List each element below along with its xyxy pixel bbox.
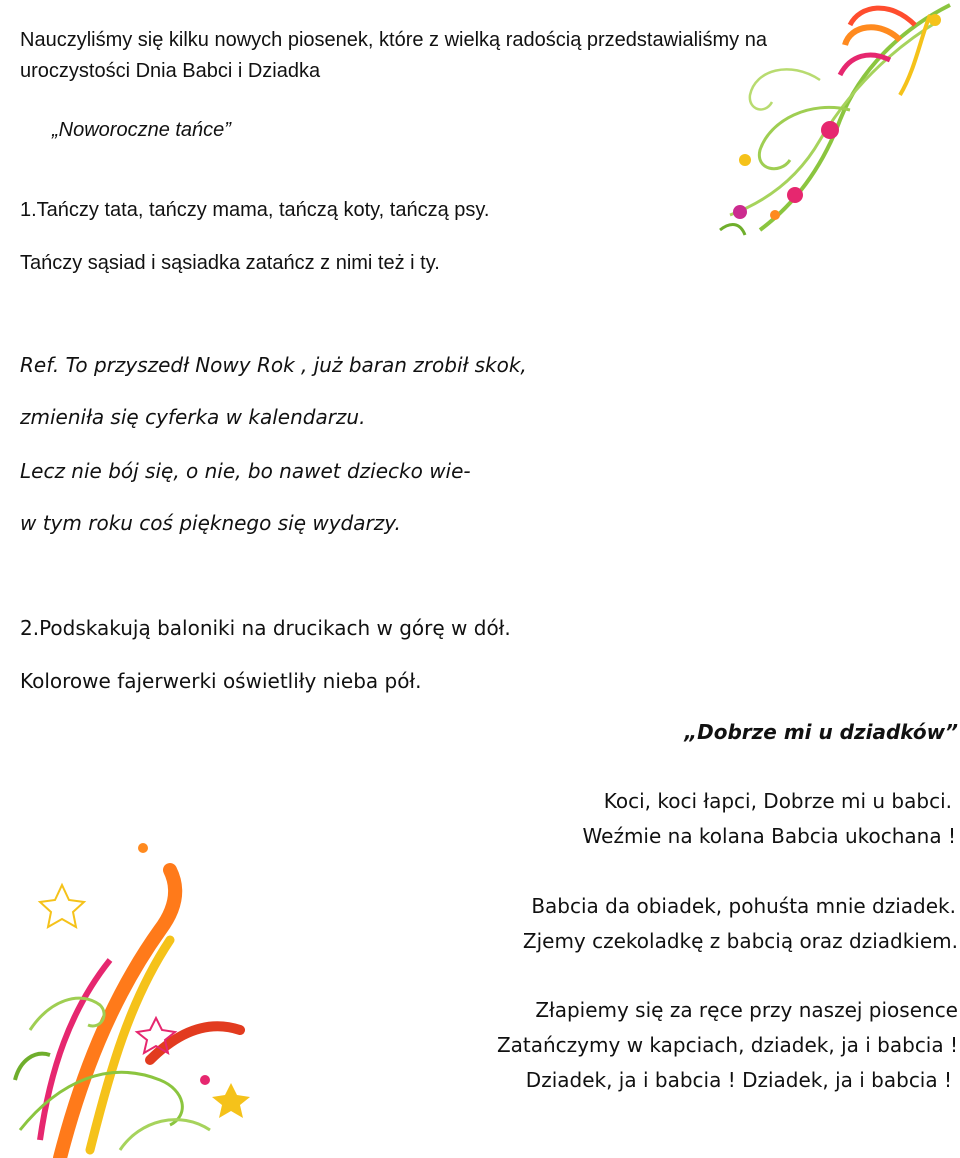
song-2-stanza-1-line-2: Weźmie na kolana Babcia ukochana ! (582, 824, 956, 848)
song-1-verse-1-line-2: Tańczy sąsiad i sąsiadka zatańcz z nimi też i ty. (20, 252, 440, 274)
song-2-stanza-3-line-3: Dziadek, ja i babcia ! Dziadek, ja i babcia ! (525, 1068, 952, 1092)
song-2-stanza-3-line-1: Złapiemy się za ręce przy naszej piosence (535, 998, 958, 1022)
song-1-verse-1-line-1: 1.Tańczy tata, tańczy mama, tańczą koty, tańczą psy. (20, 199, 490, 221)
song-1-title: „Noworoczne tańce” (52, 119, 231, 141)
intro-text-line-2: uroczystości Dnia Babci i Dziadka (20, 60, 321, 82)
song-2-stanza-3-line-2: Zatańczymy w kapciach, dziadek, ja i babcia ! (496, 1033, 958, 1057)
song-1-chorus-line-1: Ref. To przyszedł Nowy Rok , już baran zrobił skok, (20, 353, 527, 377)
song-2-title: „Dobrze mi u dziadków” (684, 720, 958, 744)
song-1-verse-2-line-1: 2.Podskakują baloniki na drucikach w górę w dół. (20, 616, 511, 640)
song-2-stanza-2-line-2: Zjemy czekoladkę z babcią oraz dziadkiem. (522, 929, 958, 953)
song-1-verse-2-line-2: Kolorowe fajerwerki oświetliły nieba pół. (20, 669, 422, 693)
floral-decoration-bottom-left-icon (0, 830, 270, 1158)
song-1-chorus-line-3: Lecz nie bój się, o nie, bo nawet dziecko wie- (20, 459, 471, 483)
intro-text-line-1: Nauczyliśmy się kilku nowych piosenek, które z wielką radością przedstawialiśmy na (20, 29, 767, 51)
song-2-stanza-2-line-1: Babcia da obiadek, pohuśta mnie dziadek. (531, 894, 956, 918)
song-1-chorus-line-4: w tym roku coś pięknego się wydarzy. (20, 511, 401, 535)
song-2-stanza-1-line-1: Koci, koci łapci, Dobrze mi u babci. (603, 789, 952, 813)
song-1-chorus-line-2: zmieniła się cyferka w kalendarzu. (20, 405, 366, 429)
